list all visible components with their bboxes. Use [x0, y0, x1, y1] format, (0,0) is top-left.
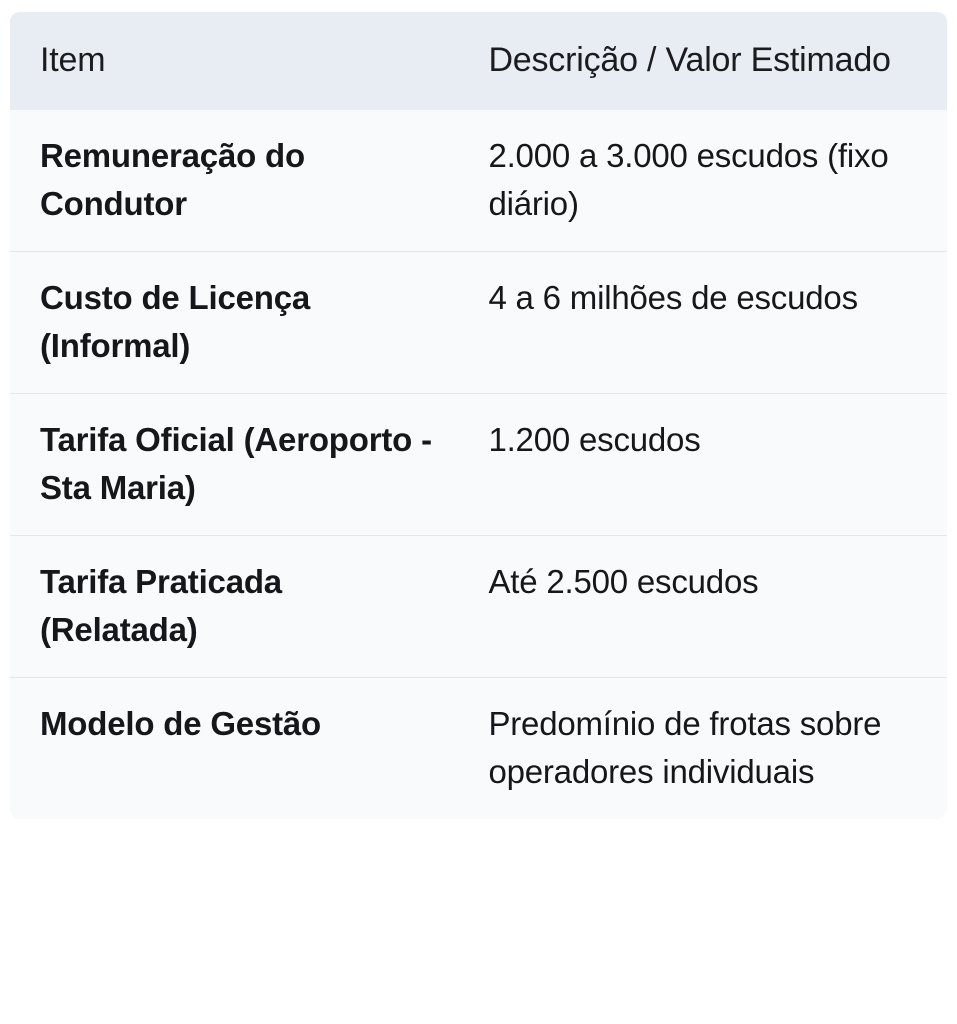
cell-item: Tarifa Praticada (Relatada) — [10, 536, 464, 678]
cell-description: 1.200 escudos — [464, 394, 947, 536]
cell-item: Custo de Licença (Informal) — [10, 252, 464, 394]
table-row — [10, 252, 947, 394]
table-header-row — [10, 12, 947, 110]
table-row — [10, 394, 947, 536]
cell-item: Tarifa Oficial (Aeroporto - Sta Maria) — [10, 394, 464, 536]
cell-description: Predomínio de frotas sobre operadores individuais — [464, 678, 947, 820]
column-header-description: Descrição / Valor Estimado — [464, 12, 947, 110]
table-row — [10, 536, 947, 678]
cell-description: 2.000 a 3.000 escudos (fixo diário) — [464, 110, 947, 252]
table-row — [10, 110, 947, 252]
table-header — [10, 12, 947, 110]
cell-description: 4 a 6 milhões de escudos — [464, 252, 947, 394]
estimates-table — [10, 12, 947, 819]
cell-item: Modelo de Gestão — [10, 678, 464, 820]
column-header-item: Item — [10, 12, 464, 110]
cell-description: Até 2.500 escudos — [464, 536, 947, 678]
cell-item: Remuneração do Condutor — [10, 110, 464, 252]
table-body — [10, 110, 947, 819]
table-row — [10, 678, 947, 820]
